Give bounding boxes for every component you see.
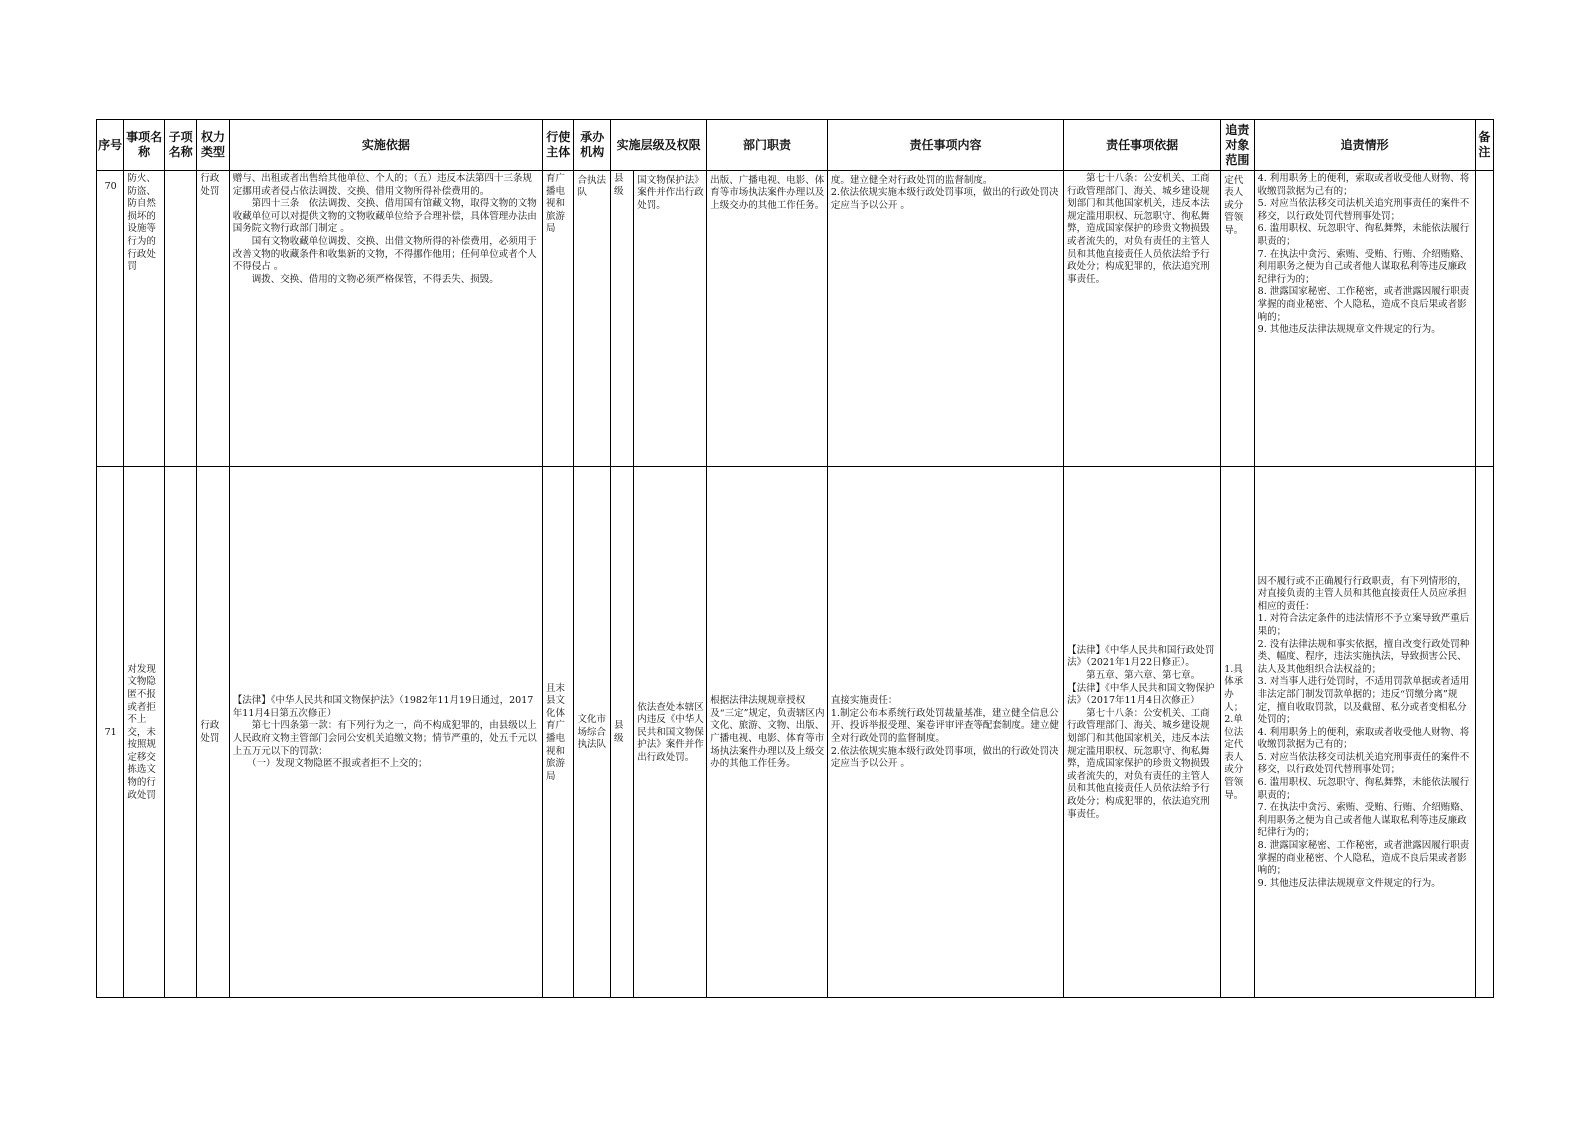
header-situation: 追责情形 [1254,120,1475,171]
header-subject: 行使主体 [543,120,574,171]
row-resp-basis: 第七十八条：公安机关、工商行政管理部门、海关、城乡建设规划部门和其他国家机关，违反本法规定滥用职权、玩忽职守、徇私舞弊，造成国家保护的珍贵文物损毁或者流失的，对负有责任的主管人员和其他直接责任人员依法给予行政处分；构成犯罪的，依法追究刑事责任。 [1064,171,1221,467]
row-resp-basis: 【法律】《中华人民共和国行政处罚法》（2021年1月22日修正）。 第五章、第六章、第七章。 【法律】《中华人民共和国文物保护法》（2017年11月4日次修正） 第七十八条：公安机关、工商行政管理部门、海关、城乡建设规划部门和其他国家机关，违反本法规定滥用职权、玩忽职守、徇私舞弊，造成国家保护的珍贵文物损毁或者流失的，对负有责任的主管人员和其他直接责任人员依法给予行政处分；构成犯罪的，依法追究刑事责任。 [1064,467,1221,998]
row-note [1475,171,1493,467]
row-resp-content: 直接实施责任： 1.制定公布本系统行政处罚裁量基准，建立健全信息公开、投诉举报受理、案卷评审评查等配套制度。建立健全对行政处罚的监督制度。 2.依法依规实施本级行政处罚事项，做出的行政处罚决定应当予以公开 。 [827,467,1063,998]
header-basis: 实施依据 [229,120,542,171]
table-row [97,467,1494,998]
header-agency: 承办机构 [574,120,610,171]
table-row [97,171,1494,467]
row-situation: 4. 利用职务上的便利，索取或者收受他人财物、将收缴罚款据为己有的； 5. 对应当依法移交司法机关追究刑事责任的案件不移交，以行政处罚代替刑事处罚； 6. 滥用职权、玩忽职守、徇私舞弊，未能依法履行职责的； 7. 在执法中贪污、索贿、受贿、行贿、介绍贿赂、利用职务之便为自己或者他人谋取私利等违反廉政纪律行为的； 8. 泄露国家秘密、工作秘密，或者泄露因履行职责掌握的商业秘密、个人隐私，造成不良后果或者影响的； 9. 其他违反法律法规规章文件规定的行为。 [1254,171,1475,467]
row-seq: 71 [97,467,124,998]
row-target: 定代表人或分管领导。 [1221,171,1254,467]
row-resp-content: 度。建立健全对行政处罚的监督制度。 2.依法依规实施本级行政处罚事项，做出的行政处罚决定应当予以公开 。 [827,171,1063,467]
row-level-scope: 国文物保护法》案件并作出行政处罚。 [634,171,707,467]
header-sub-name: 子项名称 [164,120,196,171]
row-agency: 文化市场综合执法队 [574,467,610,998]
row-target: 1.具体承办人； 2.单位法定代表人或分管领导。 [1221,467,1254,998]
row-power-type: 行政处罚 [197,171,229,467]
row-level-tier: 县级 [610,467,633,998]
row-seq: 70 [97,171,124,467]
header-resp-content: 责任事项内容 [827,120,1063,171]
header-target: 追责对象范围 [1221,120,1254,171]
row-subject: 且末县文化体育广播电视和旅游局 [543,467,574,998]
header-resp-basis: 责任事项依据 [1064,120,1221,171]
row-agency: 合执法队 [574,171,610,467]
row-duty: 出版、广播电视、电影、体育等市场执法案件办理以及上级交办的其他工作任务。 [707,171,828,467]
header-power-type: 权力类型 [197,120,229,171]
row-basis: 【法律】《中华人民共和国文物保护法》（1982年11月19日通过，2017年11月4日第五次修正） 第七十四条第一款：有下列行为之一，尚不构成犯罪的，由县级以上人民政府文物主管部门会同公安机关追缴文物；情节严重的，处五千元以上五万元以下的罚款： （一）发现文物隐匿不报或者拒不上交的； [229,467,542,998]
header-duty: 部门职责 [707,120,828,171]
row-basis: 赠与、出租或者出售给其他单位、个人的；（五）违反本法第四十三条规定挪用或者侵占依法调拨、交换、借用文物所得补偿费用的。 第四十三条 依法调拨、交换、借用国有馆藏文物，取得文物的文物收藏单位可以对提供文物的文物收藏单位给予合理补偿，具体管理办法由国务院文物行政部门制定 。 国有文物收藏单位调拨、交换、出借文物所得的补偿费用，必须用于改善文物的收藏条件和收集新的文物，不得挪作他用；任何单位或者个人不得侵占 。 调拨、交换、借用的文物必须严格保管，不得丢失、损毁。 [229,171,542,467]
row-sub-name [164,467,196,998]
row-level-scope: 依法查处本辖区内违反《中华人民共和国文物保护法》案件并作出行政处罚。 [634,467,707,998]
row-note [1475,467,1493,998]
row-subject: 育广播电视和旅游局 [543,171,574,467]
header-level: 实施层级及权限 [610,120,706,171]
row-duty: 根据法律法规规章授权及“三定”规定，负责辖区内文化、旅游、文物、出版、广播电视、电影、体育等市场执法案件办理以及上级交办的其他工作任务。 [707,467,828,998]
row-power-type: 行政处罚 [197,467,229,998]
power-list-table [96,119,1494,998]
header-row [97,120,1494,171]
row-item-name: 防火、防盗、防自然损坏的设施等行为的行政处罚 [124,171,165,467]
header-note: 备注 [1475,120,1493,171]
row-item-name: 对发现文物隐匿不报或者拒不上交，未按照规定移交拣选文物的行政处罚 [124,467,165,998]
row-level-tier: 县级 [610,171,633,467]
header-item-name: 事项名称 [124,120,165,171]
row-sub-name [164,171,196,467]
row-situation: 因不履行或不正确履行行政职责，有下列情形的，对直接负责的主管人员和其他直接责任人员应承担相应的责任： 1. 对符合法定条件的违法情形不予立案导致严重后果的； 2. 没有法律法规和事实依据，擅自改变行政处罚种类、幅度、程序，违法实施执法，导致损害公民、法人及其他组织合法权益的； 3. 对当事人进行处罚时，不适用罚款单据或者适用非法定部门制发罚款单据的；违反“罚缴分离”规定，擅自收取罚款，以及截留、私分或者变相私分处罚的； 4. 利用职务上的便利，索取或者收受他人财物、将收缴罚款据为己有的； 5. 对应当依法移交司法机关追究刑事责任的案件不移交，以行政处罚代替刑事处罚； 6. 滥用职权、玩忽职守、徇私舞弊，未能依法履行职责的； 7. 在执法中贪污、索贿、受贿、行贿、介绍贿赂、利用职务之便为自己或者他人谋取私利等违反廉政纪律行为的； 8. 泄露国家秘密、工作秘密，或者泄露因履行职责掌握的商业秘密、个人隐私，造成不良后果或者影响的； 9. 其他违反法律法规规章文件规定的行为。 [1254,467,1475,998]
header-seq: 序号 [97,120,124,171]
